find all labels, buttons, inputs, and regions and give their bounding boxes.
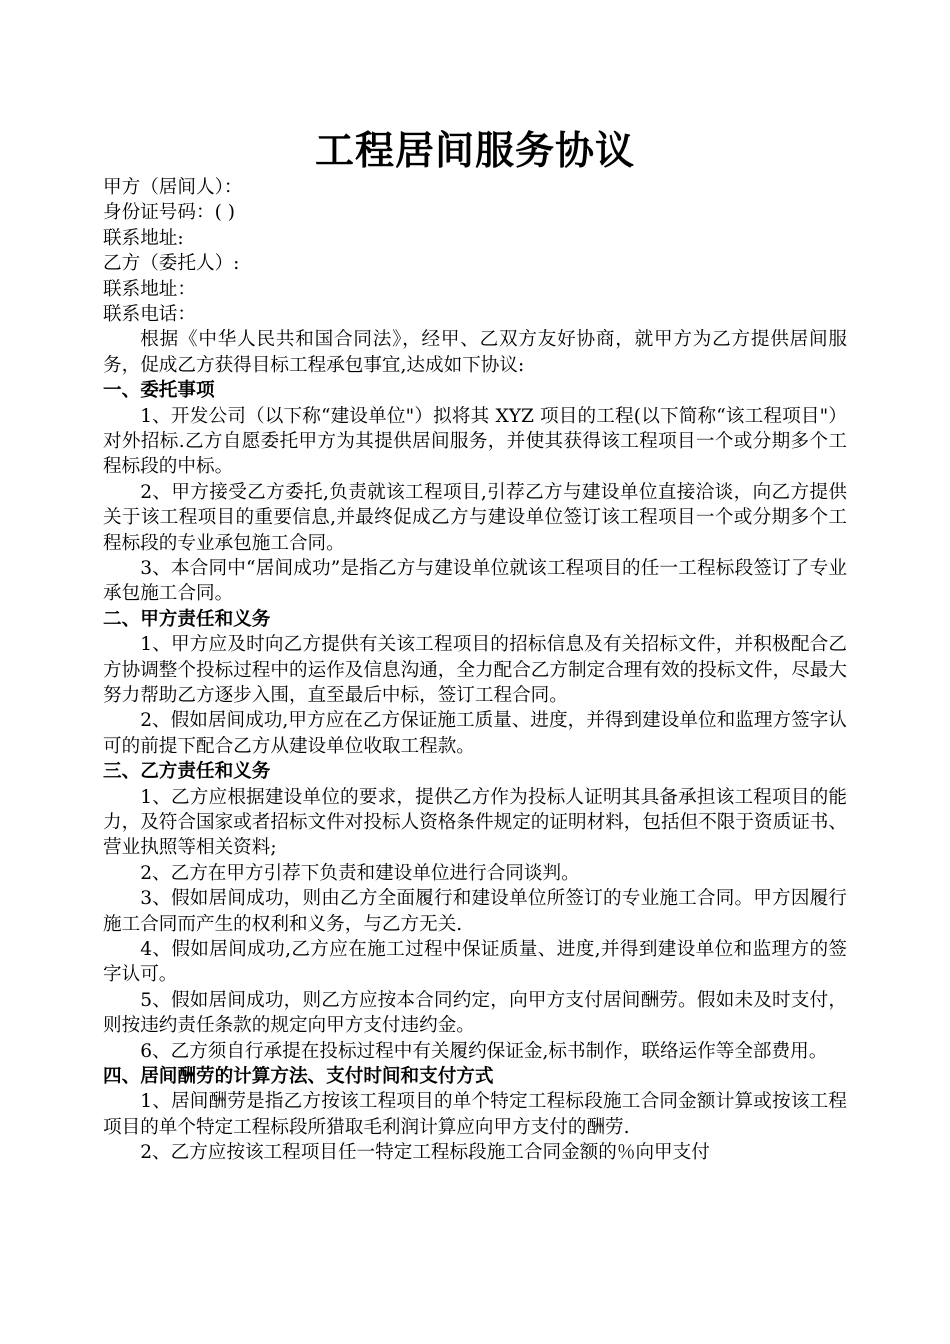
clause: 4、假如居间成功,乙方应在施工过程中保证质量、进度,并得到建设单位和监理方的签字认可。	[103, 939, 847, 986]
party-a-address-label: 联系地址:	[103, 227, 184, 249]
clause: 2、甲方接受乙方委托,负责就该工程项目,引荐乙方与建设单位直接洽谈，向乙方提供关于该工程项目的重要信息,并最终促成乙方与建设单位签订该工程项目一个或分期多个工程标段的专业承包施工合同。	[103, 481, 847, 554]
id-number-label: 身份证号码：( )	[103, 202, 235, 224]
document-title: 工程居间服务协议	[314, 129, 635, 174]
section-heading: 三、乙方责任和义务	[103, 761, 271, 783]
clause: 1、开发公司（以下称“建设单位"）拟将其 XYZ 项目的工程(以下简称“该工程项目"）对外招标.乙方自愿委托甲方为其提供居间服务，并使其获得该工程项目一个或分期多个工程标段的中标。	[103, 405, 847, 478]
clause: 1、乙方应根据建设单位的要求，提供乙方作为投标人证明其具备承担该工程项目的能力，及符合国家或者招标文件对投标人资格条件规定的证明材料，包括但不限于资质证书、营业执照等相关资料;	[103, 786, 847, 859]
section-1	[103, 378, 847, 607]
clause: 1、甲方应及时向乙方提供有关该工程项目的招标信息及有关招标文件，并积极配合乙方协调整个投标过程中的运作及信息沟通，全力配合乙方制定合理有效的投标文件，尽最大努力帮助乙方逐步入围，直至最后中标，签订工程合同。	[103, 634, 847, 706]
section-2	[103, 607, 847, 759]
party-b-label: 乙方（委托人）:	[103, 253, 240, 275]
clause: 6、乙方须自行承提在投标过程中有关履约保证金,标书制作，联络运作等全部费用。	[140, 1040, 828, 1062]
section-heading: 二、甲方责任和义务	[103, 608, 271, 630]
clause: 2、乙方应按该工程项目任一特定工程标段施工合同金额的％向甲支付	[140, 1142, 710, 1164]
party-info	[103, 175, 847, 327]
clause: 2、乙方在甲方引荐下负责和建设单位进行合同谈判。	[140, 862, 580, 884]
clause: 2、假如居间成功,甲方应在乙方保证施工质量、进度，并得到建设单位和监理方签字认可的前提下配合乙方从建设单位收取工程款。	[103, 710, 847, 757]
clause: 3、假如居间成功，则由乙方全面履行和建设单位所签订的专业施工合同。甲方因履行施工合同而产生的权利和义务，与乙方无关.	[103, 888, 847, 935]
clause: 1、居间酬劳是指乙方按该工程项目的单个特定工程标段施工合同金额计算或按该工程项目的单个特定工程标段所猎取毛利润计算应向甲方支付的酬劳.	[103, 1091, 847, 1138]
intro-paragraph: 根据《中华人民共和国合同法》，经甲、乙双方友好协商，就甲方为乙方提供居间服务，促成乙方获得目标工程承包事宜,达成如下协议:	[103, 329, 847, 376]
clause: 3、本合同中“居间成功”是指乙方与建设单位就该工程项目的任一工程标段签订了专业承包施工合同。	[103, 557, 847, 605]
section-heading: 一、委托事项	[103, 380, 215, 402]
section-3	[103, 759, 847, 1064]
document-body	[103, 175, 847, 1166]
party-b-address-label: 联系地址：	[103, 278, 196, 300]
party-a-label: 甲方（居间人）：	[103, 177, 243, 198]
party-b-phone-label: 联系电话：	[103, 303, 196, 325]
section-heading: 四、居间酬劳的计算方法、支付时间和支付方式	[103, 1066, 494, 1088]
section-4	[103, 1064, 847, 1166]
clause: 5、假如居间成功，则乙方应按本合同约定，向甲方支付居间酬劳。假如未及时支付，则按违约责任条款的规定向甲方支付违约金。	[103, 989, 847, 1037]
